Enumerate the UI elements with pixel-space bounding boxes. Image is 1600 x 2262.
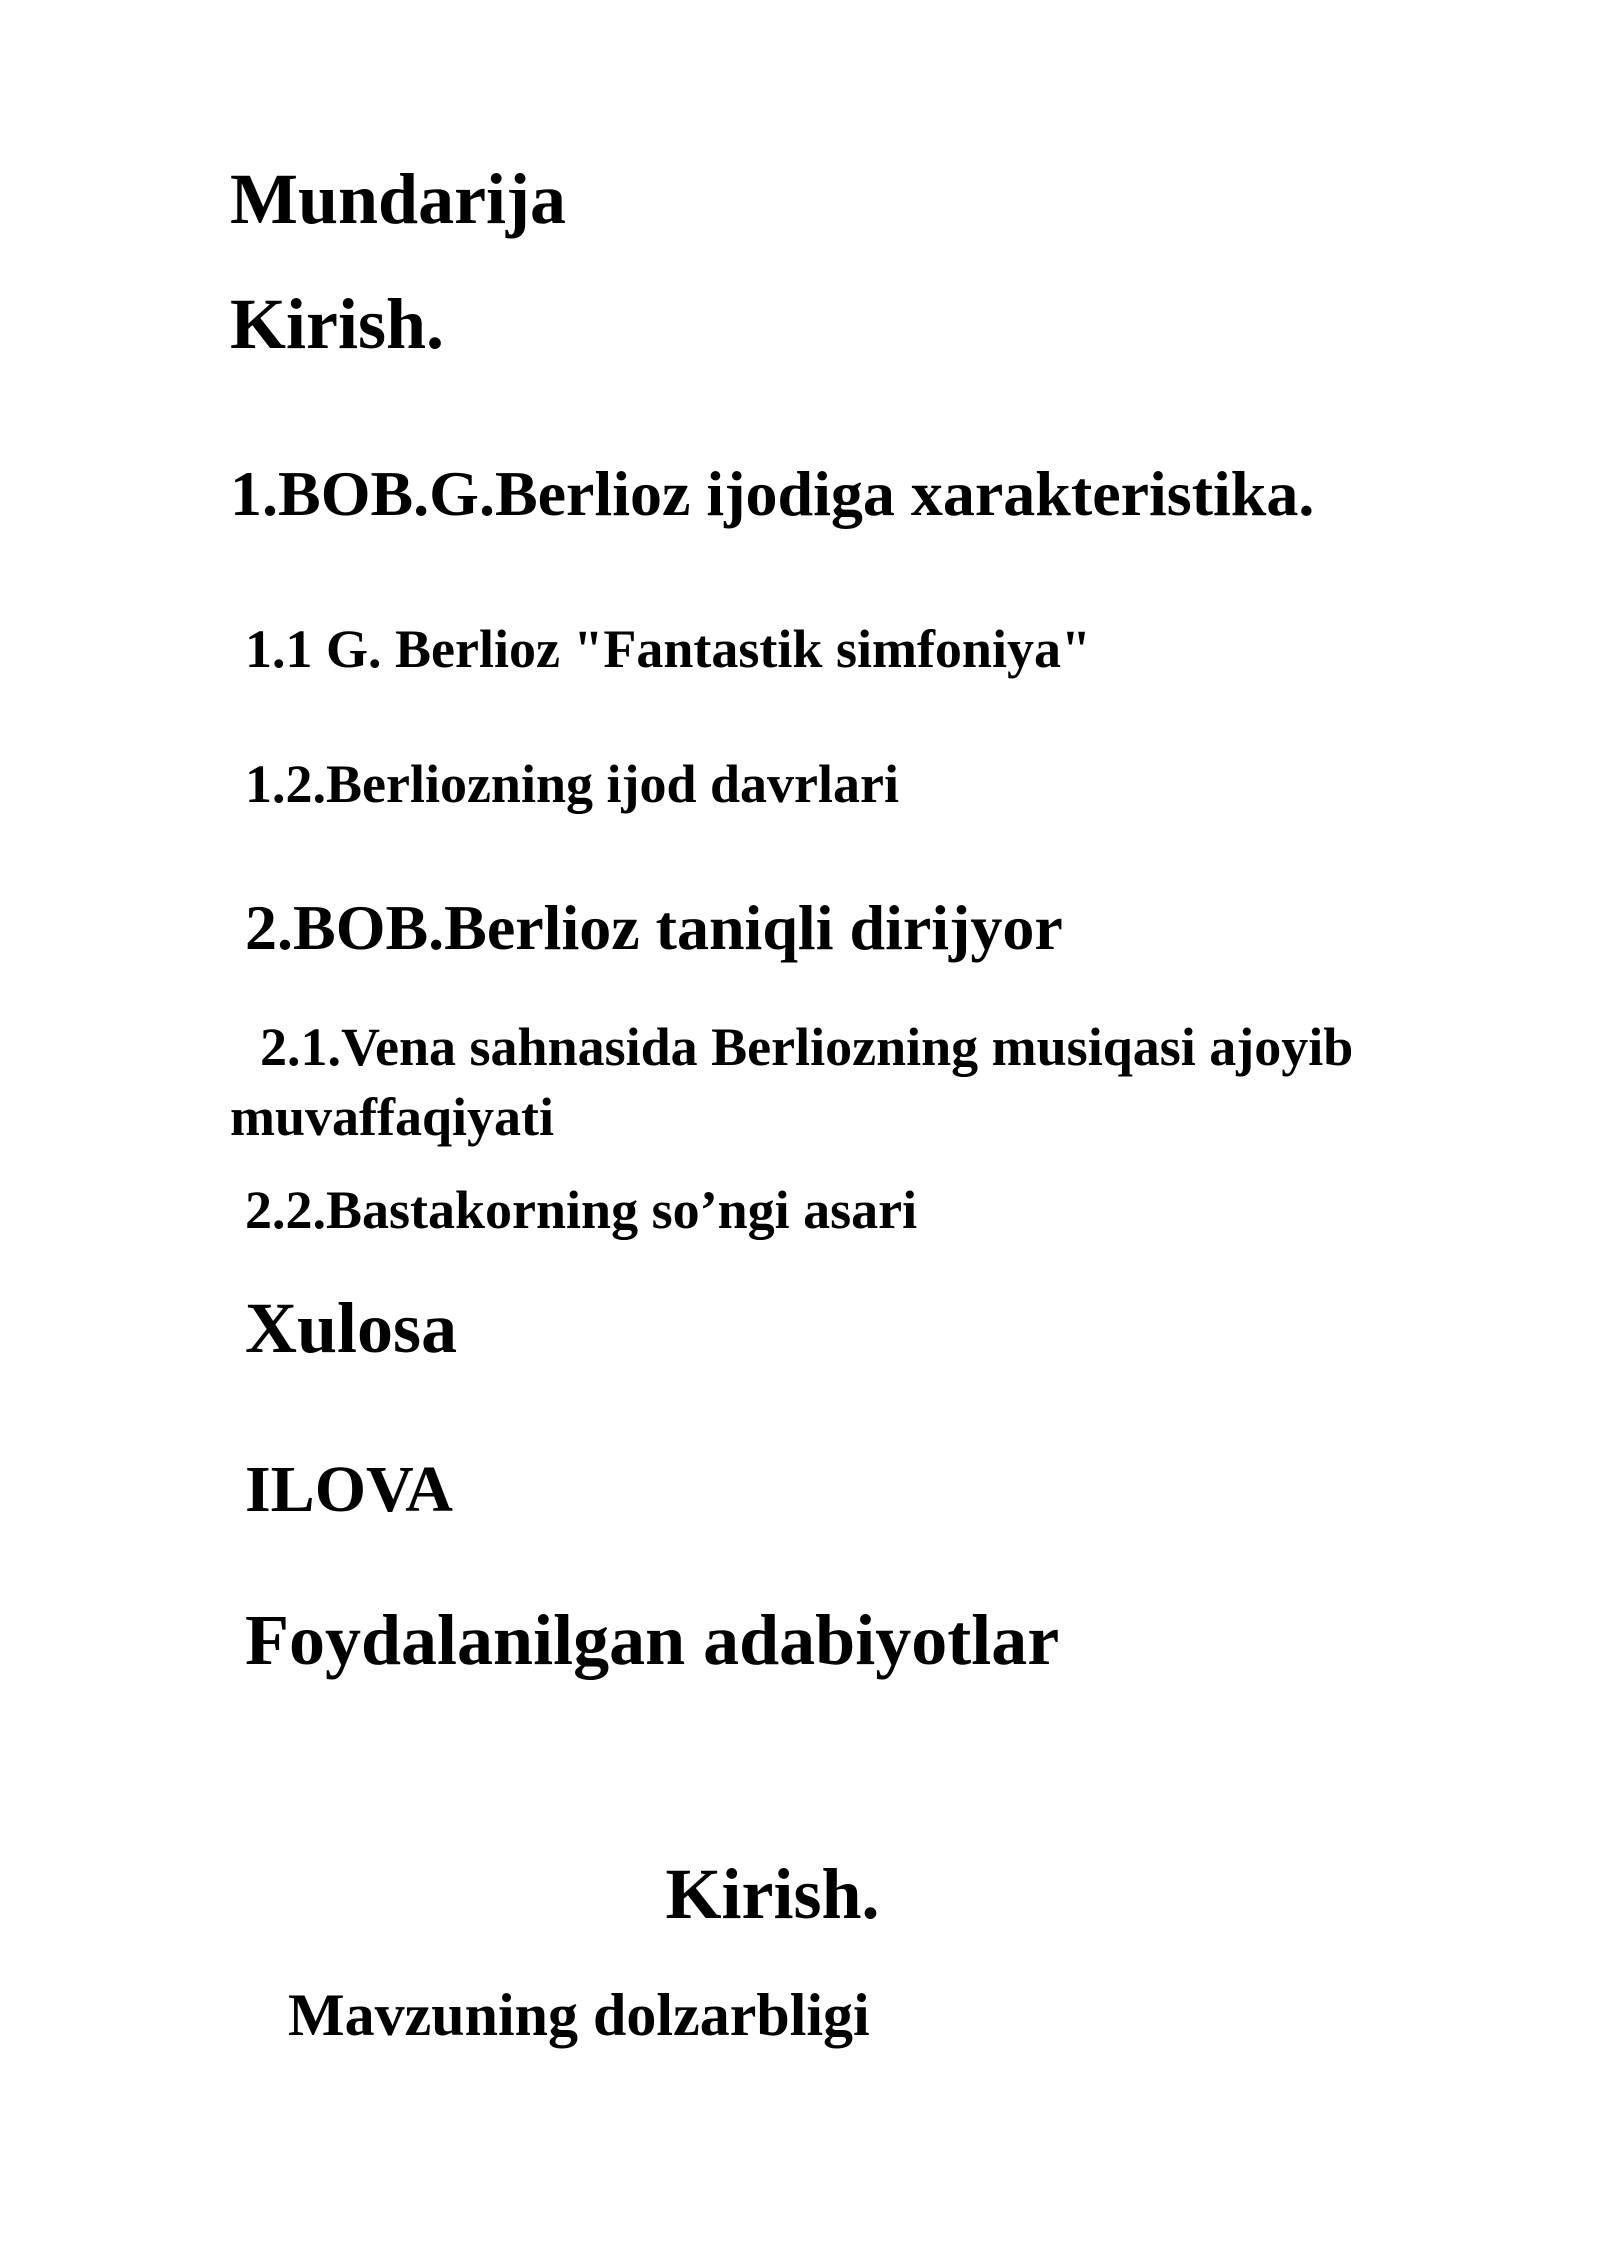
toc-item-references: Foydalanilgan adabiyotlar: [245, 1600, 1060, 1680]
toc-item-section-2-2: 2.2.Bastakorning so’ngi asari: [245, 1180, 918, 1240]
toc-item-section-1-2: 1.2.Berliozning ijod davrlari: [245, 754, 899, 814]
toc-item-appendix: ILOVA: [245, 1453, 453, 1526]
toc-item-chapter-1: 1.BOB.G.Berlioz ijodiga xarakteristika.: [230, 458, 1315, 529]
toc-item-kirish: Kirish.: [230, 284, 445, 364]
toc-item-section-2-1: 2.1.Vena sahnasida Berliozning musiqasi ajoyib muvaffaqiyati: [230, 1017, 1354, 1147]
toc-item-conclusion: Xulosa: [245, 1288, 458, 1368]
section-title: Kirish.: [665, 1854, 880, 1934]
section-subtitle: Mavzuning dolzarbligi: [288, 1982, 870, 2048]
toc-item-section-1-1: 1.1 G. Berlioz "Fantastik simfoniya": [245, 619, 1091, 679]
toc-item-chapter-2: 2.BOB.Berlioz taniqli dirijyor: [245, 892, 1063, 963]
contents-title: Mundarija: [230, 159, 567, 239]
